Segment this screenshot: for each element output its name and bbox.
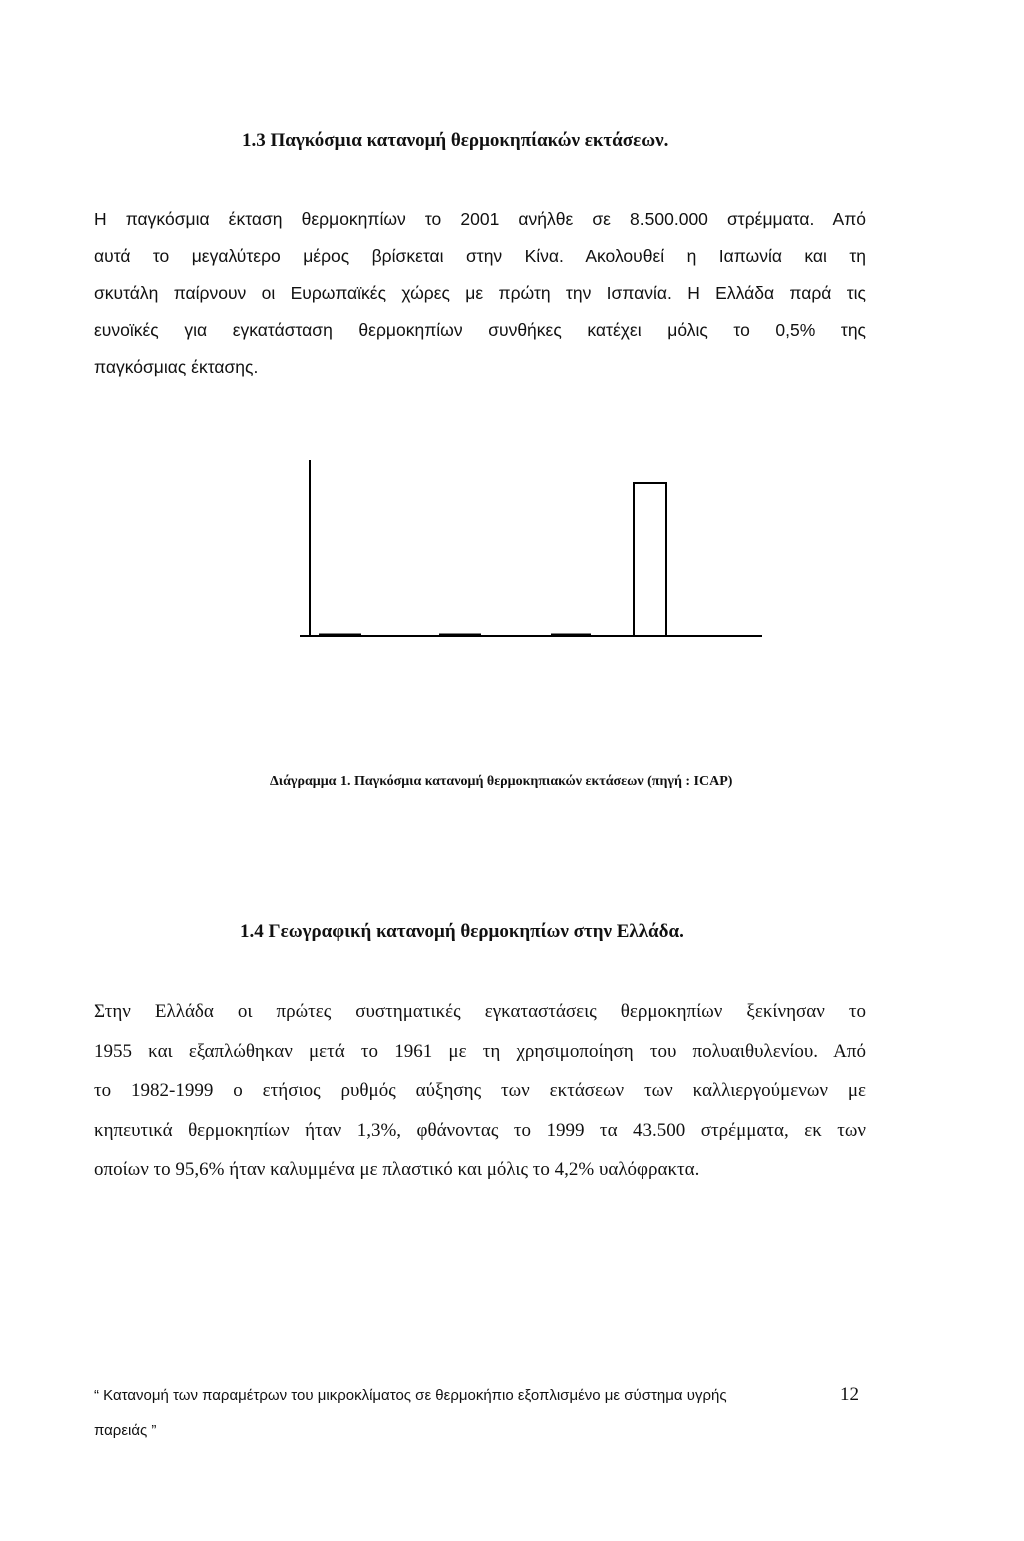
chart-bar [440, 634, 480, 636]
paragraph-line: Στην Ελλάδα οι πρώτες συστηματικές εγκαταστάσεις θερμοκηπίων ξεκίνησαν το [94, 1001, 866, 1022]
paragraph-line: σκυτάλη παίρνουν οι Ευρωπαϊκές χώρες με πρώτη την Ισπανία. Η Ελλάδα παρά τις [94, 283, 866, 303]
footer-title-continuation: παρειάς ” [94, 1422, 157, 1439]
footer-title-line: “ Κατανομή των παραμέτρων του μικροκλίματος σε θερμοκήπιο εξοπλισμένο με σύστημα υγρής [94, 1387, 727, 1404]
page-number: 12 [840, 1384, 859, 1405]
paragraph-global-distribution [94, 201, 866, 386]
paragraph-line: Η παγκόσμια έκταση θερμοκηπίων το 2001 ανήλθε σε 8.500.000 στρέμματα. Από [94, 209, 866, 229]
chart-bar [552, 634, 590, 636]
paragraph-line: οποίων το 95,6% ήταν καλυμμένα με πλαστικό και μόλις το 4,2% υαλόφρακτα. [94, 1159, 700, 1180]
paragraph-line: κηπευτικά θερμοκηπίων ήταν 1,3%, φθάνοντας το 1999 τα 43.500 στρέμματα, εκ των [94, 1119, 866, 1141]
paragraph-line: παγκόσμιας έκτασης. [94, 357, 259, 377]
paragraph-line: 1955 και εξαπλώθηκαν μετά το 1961 με τη χρησιμοποίηση του πολυαιθυλενίου. Από [94, 1040, 866, 1062]
section-heading-1-4: 1.4 Γεωγραφική κατανομή θερμοκηπίων στην Ελλάδα. [240, 921, 684, 942]
global-greenhouse-chart [290, 450, 780, 650]
paragraph-line: αυτά το μεγαλύτερο μέρος βρίσκεται στην Κίνα. Ακολουθεί η Ιαπωνία και τη [94, 246, 866, 266]
section-heading-1-3: 1.3 Παγκόσμια κατανομή θερμοκηπίακών εκτάσεων. [242, 130, 669, 151]
chart-bar [320, 634, 360, 636]
paragraph-line: το 1982-1999 ο ετήσιος ρυθμός αύξησης των εκτάσεων των καλλιεργούμενων με [94, 1080, 866, 1101]
paragraph-line: ευνοϊκές για εγκατάσταση θερμοκηπίων συνθήκες κατέχει μόλις το 0,5% της [94, 320, 866, 340]
paragraph-greek-distribution [94, 992, 866, 1190]
chart-bar [634, 483, 666, 636]
chart-caption: Διάγραμμα 1. Παγκόσμια κατανομή θερμοκηπιακών εκτάσεων (πηγή : ICAP) [270, 774, 733, 789]
